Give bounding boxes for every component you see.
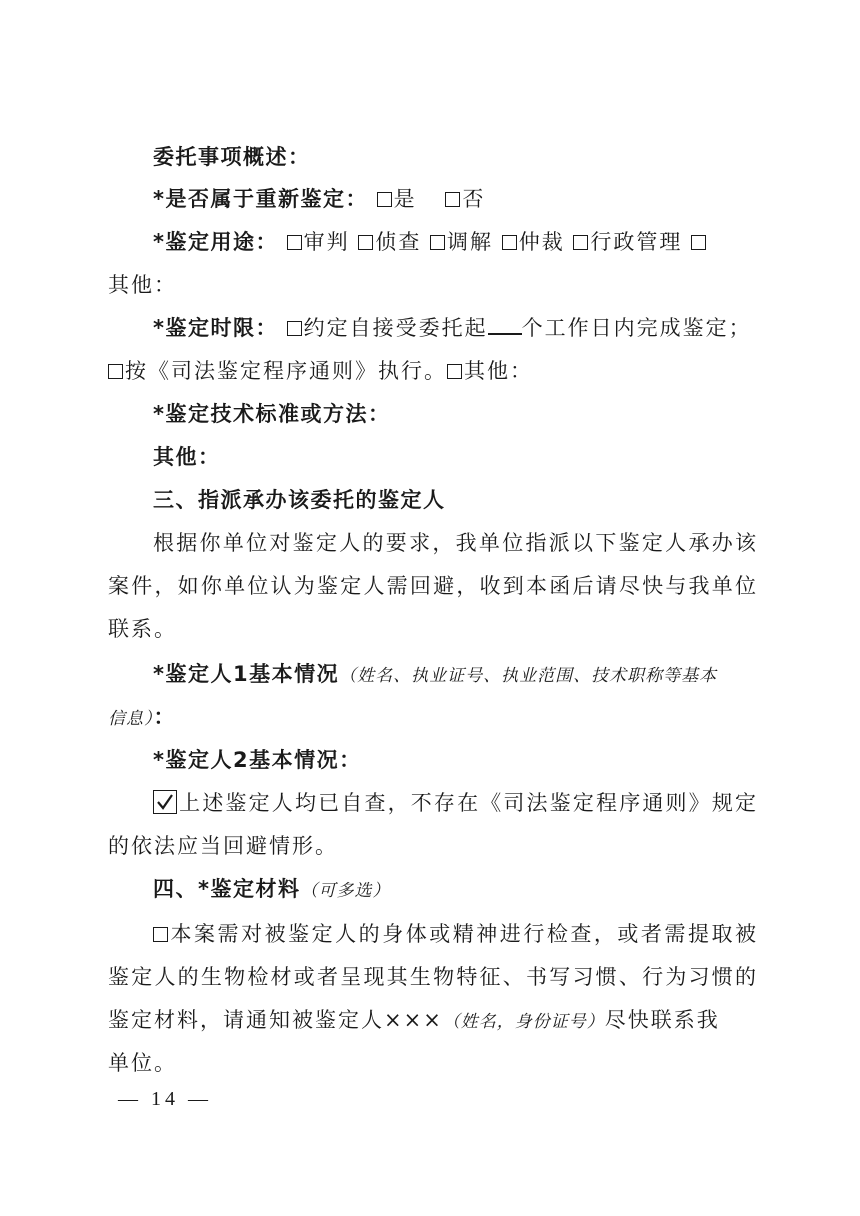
appraiser-2-label: *鉴定人2基本情况：: [153, 748, 362, 772]
checkbox-admin[interactable]: [573, 235, 588, 250]
checkbox-no[interactable]: [445, 192, 460, 207]
option-investigation: 侦查: [375, 230, 422, 254]
agreed-days-text-b: 个工作日内完成鉴定；: [521, 316, 752, 340]
checkbox-yes[interactable]: [377, 192, 392, 207]
checkbox-mediation[interactable]: [430, 235, 445, 250]
appraiser-1-row-2: [108, 702, 758, 734]
checkbox-other-time[interactable]: [447, 364, 462, 379]
checkbox-arbitration[interactable]: [502, 235, 517, 250]
appraiser-1-colon: ：: [153, 705, 176, 729]
para-line-3: 联系。: [108, 617, 177, 641]
option-admin: 行政管理: [590, 230, 683, 254]
section-three-heading: 三、指派承办该委托的鉴定人: [153, 488, 446, 512]
rules-text: 按《司法鉴定程序通则》执行。: [125, 359, 447, 383]
appraiser-1-note: （姓名、执业证号、执业范围、技术职称等基本: [339, 666, 718, 686]
self-check-text: 上述鉴定人均已自查，不存在《司法鉴定程序通则》规定: [179, 791, 758, 815]
time-limit-row: [153, 313, 758, 343]
option-arbitration: 仲裁: [518, 230, 565, 254]
re-appraisal-label: *是否属于重新鉴定：: [153, 187, 368, 211]
material-note: （姓名，身份证号）: [442, 1012, 605, 1032]
commission-overview-heading: 委托事项概述：: [153, 145, 311, 169]
material-row-2: 鉴定人的生物检材或者呈现其生物特征、书写习惯、行为习惯的: [108, 965, 758, 989]
appraiser-1-row: [153, 659, 758, 691]
material-row-1: [153, 919, 758, 949]
checkbox-self-check[interactable]: [153, 790, 177, 814]
time-limit-row-2: [108, 356, 758, 386]
checkbox-trial[interactable]: [287, 235, 302, 250]
material-text-1: 本案需对被鉴定人的身体或精神进行检查，或者需提取被: [170, 922, 758, 946]
option-mediation: 调解: [447, 230, 494, 254]
appraisal-purpose-row: [153, 227, 758, 257]
option-yes: 是: [393, 187, 417, 211]
para-line-1: 根据你单位对鉴定人的要求，我单位指派以下鉴定人承办该: [153, 531, 758, 555]
checkbox-rules[interactable]: [108, 364, 123, 379]
material-text-3a: 鉴定材料，请通知被鉴定人×××: [108, 1008, 443, 1032]
page-number: — 14 —: [118, 1088, 212, 1110]
self-check-row-2: 的依法应当回避情形。: [108, 834, 338, 858]
purpose-label: *鉴定用途：: [153, 230, 278, 254]
time-limit-label: *鉴定时限：: [153, 316, 278, 340]
technical-standard-label: *鉴定技术标准或方法：: [153, 402, 391, 426]
material-text-3b: 尽快联系我: [604, 1008, 720, 1032]
checkmark-icon: [155, 792, 175, 812]
checkbox-investigation[interactable]: [358, 235, 373, 250]
appraiser-1-label: *鉴定人1基本情况: [153, 662, 340, 686]
self-check-row: [153, 788, 758, 818]
re-appraisal-row: [153, 184, 758, 214]
section-four-heading: 四、*鉴定材料: [153, 877, 301, 901]
appraiser-1-note-2: 信息）: [108, 709, 154, 729]
material-row-3: [108, 1005, 758, 1037]
other-label: 其他：: [153, 445, 221, 469]
checkbox-other-purpose[interactable]: [691, 235, 706, 250]
checkbox-material[interactable]: [153, 927, 168, 942]
checkbox-agreed-days[interactable]: [287, 321, 302, 336]
option-no: 否: [462, 187, 486, 211]
option-trial: 审判: [303, 230, 350, 254]
para-line-2: 案件，如你单位认为鉴定人需回避，收到本函后请尽快与我单位: [108, 574, 758, 598]
section-four-row: [153, 874, 758, 906]
agreed-days-text-a: 约定自接受委托起: [303, 316, 488, 340]
days-blank[interactable]: [488, 313, 522, 335]
other-time-text: 其他：: [464, 359, 533, 383]
purpose-other: 其他：: [108, 273, 177, 297]
section-four-note: （可多选）: [300, 881, 391, 901]
material-row-4: 单位。: [108, 1051, 177, 1075]
